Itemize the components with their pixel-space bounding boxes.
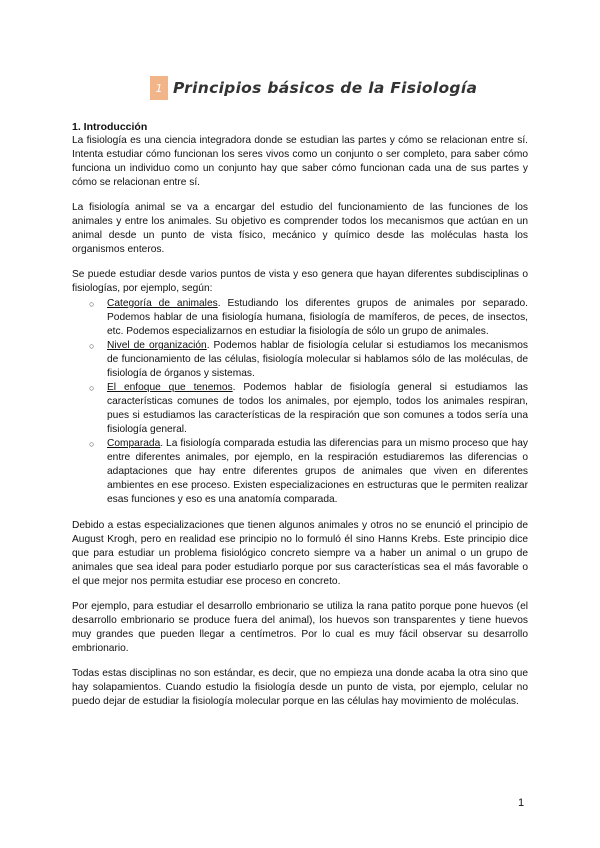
chapter-title-row (150, 76, 477, 100)
paragraph-embryo-example: Por ejemplo, para estudiar el desarrollo embrionario se utiliza la rana patito porque pone huevos (el desarrollo embrionario se produce fuera del animal), los huevos son transparentes y tiene huevos muy grandes que pueden llegar a centímetros. Por lo cual es muy fácil observar su desarrollo embrionario. (72, 601, 528, 654)
list-item-term: Comparada (107, 438, 161, 449)
paragraph-definition: La fisiología es una ciencia integradora donde se estudian las partes y cómo se relacionan entre sí. Intenta estudiar cómo funcionan los seres vivos como un conjunto o ser completo, para saber cómo funciona un individuo como un conjunto hay que saber cómo funcionan cada una de sus partes y cómo se relacionan entre sí. (72, 135, 528, 188)
section-heading: 1. Introducción (72, 121, 148, 133)
list-item (89, 437, 528, 507)
list-item-term: Categoría de animales (107, 298, 218, 309)
list-item-text: . La fisiología comparada estudia las diferencias para un mismo proceso que hay entre diferentes animales, por ejemplo, en la respiración estudiaremos las diferencias o adaptaciones que hay entre diferentes grupos de animales que viven en diferentes ambientes en ese proceso. Existen especializaciones en estructuras que le permiten realizar esas funciones y eso es una anatomía comparada. (107, 438, 528, 505)
list-item-text: . Podemos hablar de fisiología celular si estudiamos los mecanismos de funcionamiento de las células, fisiología molecular si hablamos sólo de las moléculas, de fisiología de órganos y sistemas. (107, 340, 528, 379)
body-content (72, 120, 528, 720)
list-item-text: . Podemos hablar de fisiología general si estudiamos las características comunes de todos los animales, por ejemplo, todos los animales respiran, pues si estudiamos las características de la respiración que son comunes a todos sería una fisiología general. (107, 382, 528, 435)
paragraph-overlaps: Todas estas disciplinas no son estándar, es decir, que no empieza una donde acaba la otra sino que hay solapamientos. Cuando estudio la fisiología desde un punto de vista, por ejemplo, celular no puedo dejar de estudiar la fisiología molecular porque en las células hay movimiento de moléculas. (72, 668, 528, 707)
bullet-circle-icon: ○ (89, 299, 95, 309)
bullet-circle-icon: ○ (89, 341, 95, 351)
subdisciplines-list (72, 297, 528, 507)
list-item (89, 381, 528, 437)
paragraph-krogh-principle: Debido a estas especializaciones que tienen algunos animales y otros no se enunció el principio de August Krogh, pero en realidad ese principio no lo formuló él sino Hanns Krebs. Este principio dice que para estudiar un problema fisiológico concreto siempre va a haber un animal o un grupo de animales que sea ideal para poder estudiarlo porque por sus características sea el más favorable o el que mejor nos permita estudiar ese proceso en concreto. (72, 520, 528, 587)
page-title: Principios básicos de la Fisiología (173, 79, 478, 97)
bullet-circle-icon: ○ (89, 439, 95, 449)
paragraph-animal-physiology: La fisiología animal se va a encargar del estudio del funcionamiento de las funciones de los animales y entre los animales. Su objetivo es comprender todos los mecanismos que actúan en un animal desde un punto de vista físico, mecánico y químico desde las moléculas hasta los organismos enteros. (72, 202, 528, 255)
list-item-text: . Estudiando los diferentes grupos de animales por separado. Podemos hablar de una fisiología humana, fisiología de mamíferos, de peces, de insectos, etc. Podemos especializarnos en estudiar la fisiología de sólo un grupo de animales. (107, 298, 528, 337)
bullet-circle-icon: ○ (89, 383, 95, 393)
chapter-number-badge: 1 (150, 76, 168, 100)
paragraph-subdisciplines-intro: Se puede estudiar desde varios puntos de vista y eso genera que hayan diferentes subdisciplinas o fisiologías, por ejemplo, según: (72, 269, 528, 294)
list-item (89, 339, 528, 381)
list-item-term: El enfoque que tenemos (107, 382, 233, 393)
list-item (89, 297, 528, 339)
list-item-term: Nivel de organización (107, 340, 207, 351)
page-number: 1 (518, 797, 525, 809)
